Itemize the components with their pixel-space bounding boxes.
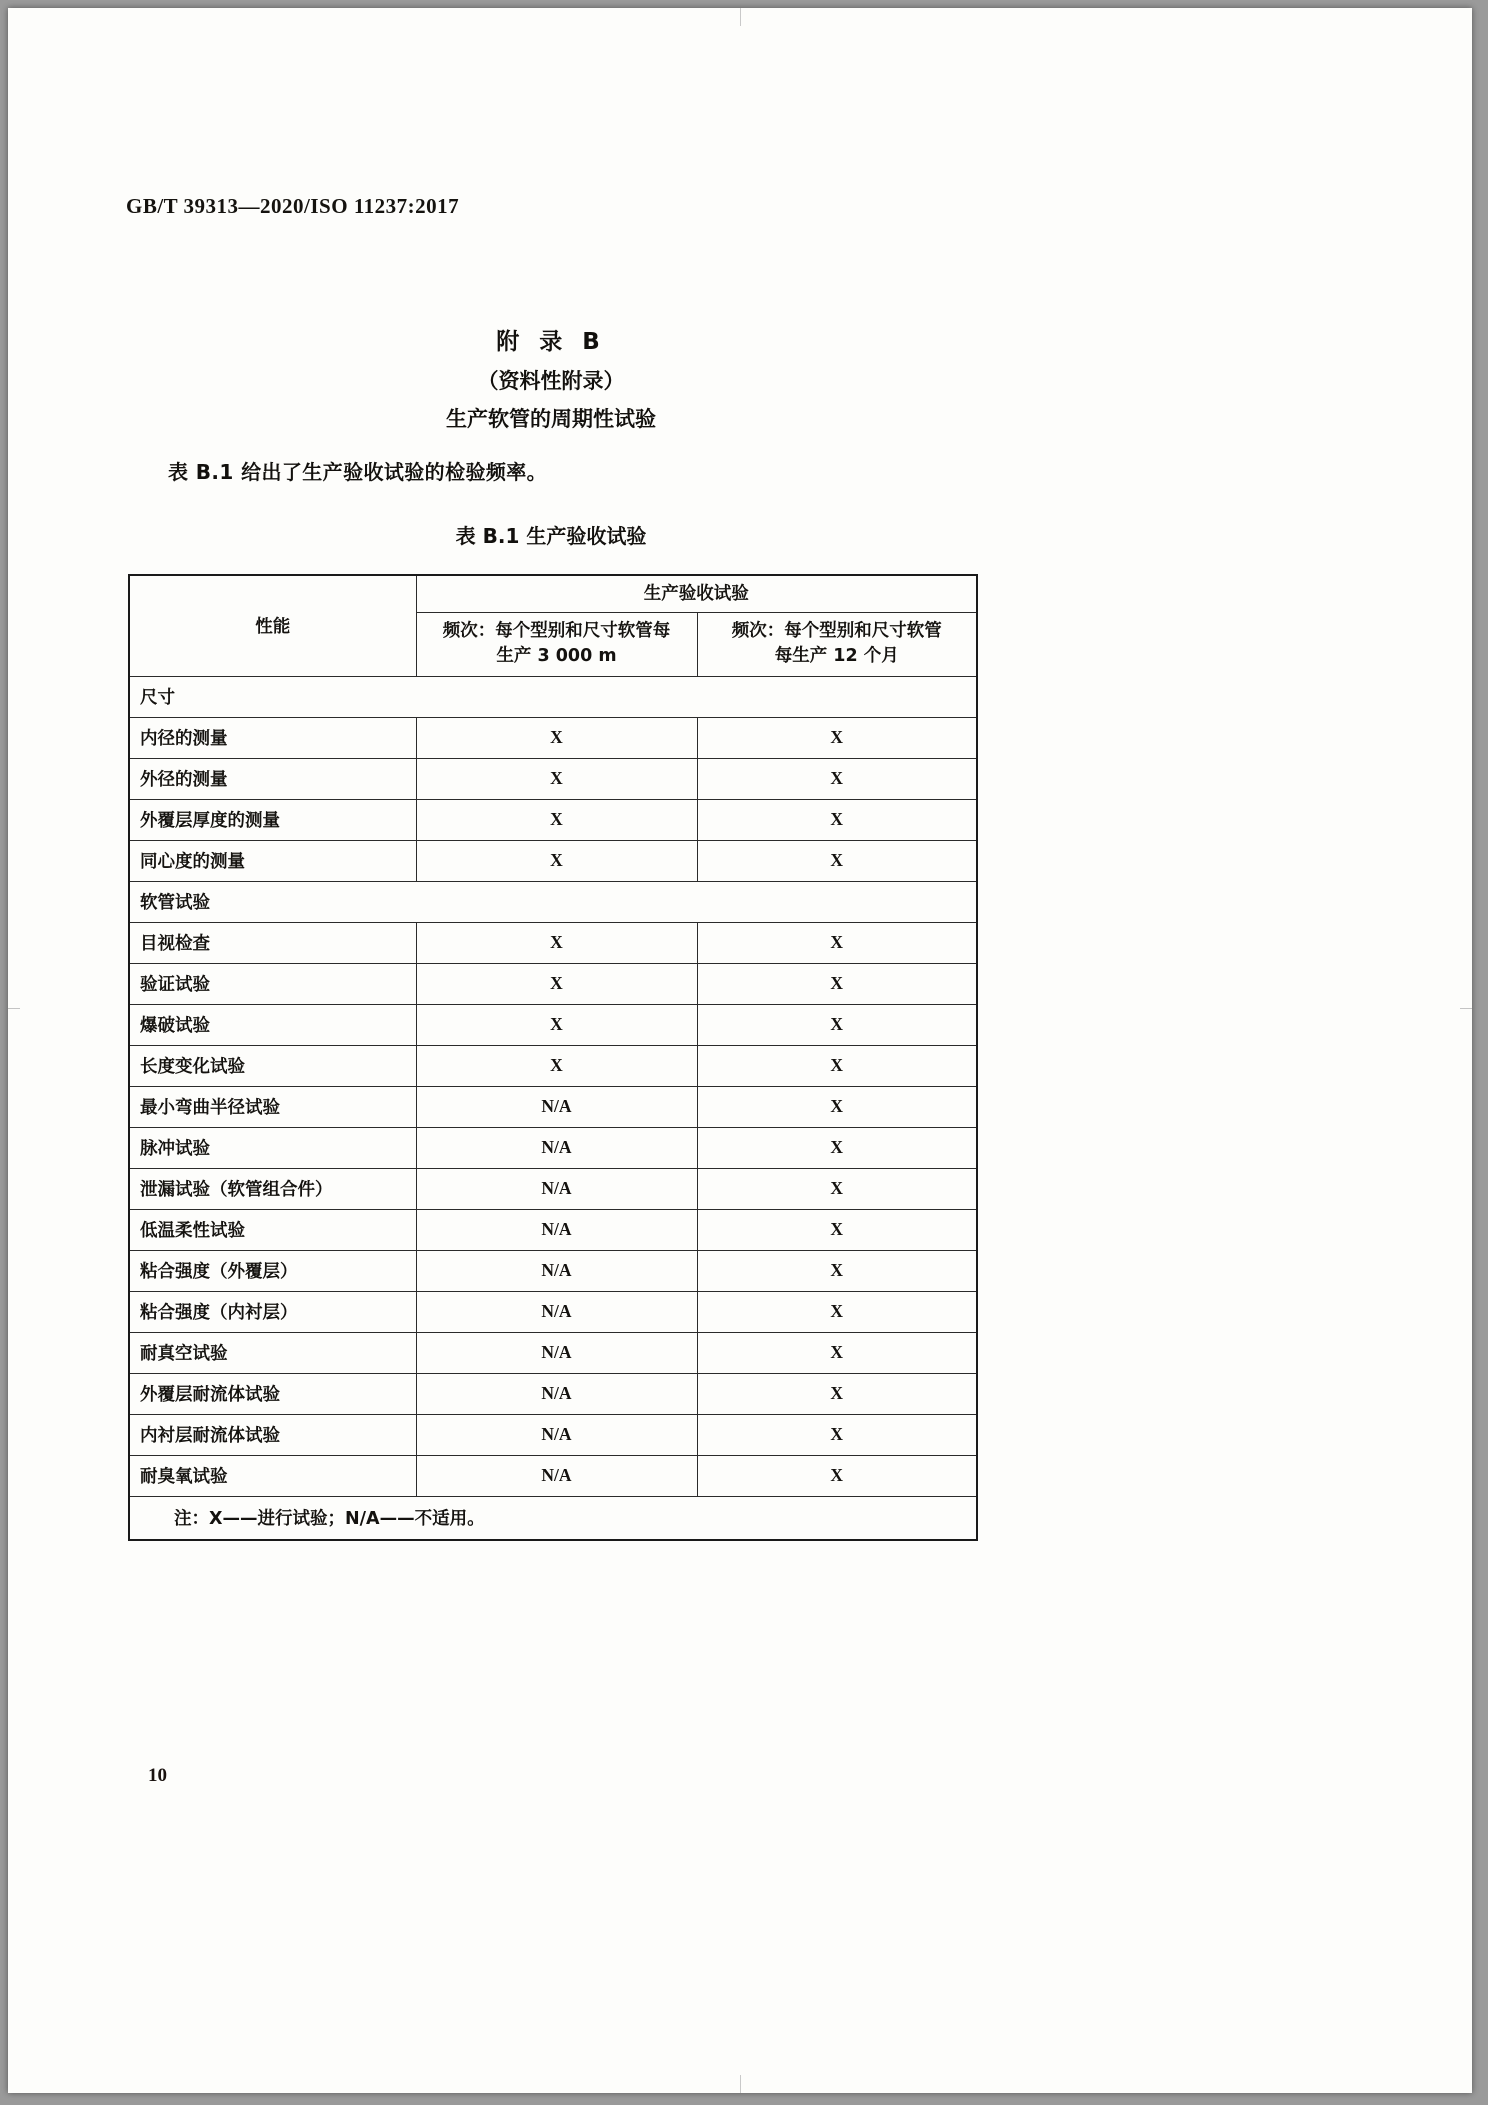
- row-label: 耐真空试验: [129, 1332, 416, 1373]
- row-mark-3000m: N/A: [416, 1250, 697, 1291]
- table-row: [129, 1209, 977, 1250]
- row-label: 脉冲试验: [129, 1127, 416, 1168]
- row-label: 低温柔性试验: [129, 1209, 416, 1250]
- table-note-row: [129, 1496, 977, 1540]
- row-mark-3000m: N/A: [416, 1332, 697, 1373]
- table-row: [129, 1291, 977, 1332]
- table-row: [129, 1127, 977, 1168]
- table-row: [129, 1168, 977, 1209]
- table-header-row-1: [129, 575, 977, 613]
- row-mark-3000m: X: [416, 758, 697, 799]
- row-label: 目视检查: [129, 922, 416, 963]
- table-row: [129, 1332, 977, 1373]
- row-label: 同心度的测量: [129, 840, 416, 881]
- table-section-row: [129, 881, 977, 922]
- intro-paragraph: 表 B.1 给出了生产验收试验的检验频率。: [168, 460, 548, 484]
- row-mark-12months: X: [697, 1086, 977, 1127]
- row-mark-12months: X: [697, 1332, 977, 1373]
- row-mark-12months: X: [697, 1168, 977, 1209]
- row-mark-12months: X: [697, 922, 977, 963]
- table-row: [129, 1373, 977, 1414]
- row-label: 内径的测量: [129, 717, 416, 758]
- row-mark-3000m: X: [416, 963, 697, 1004]
- page-edge-tick-right: [1460, 1008, 1472, 1009]
- row-mark-3000m: N/A: [416, 1455, 697, 1496]
- row-mark-3000m: N/A: [416, 1209, 697, 1250]
- table-row: [129, 1455, 977, 1496]
- row-mark-12months: X: [697, 1004, 977, 1045]
- row-label: 外径的测量: [129, 758, 416, 799]
- header-frequency-12months: [697, 613, 977, 677]
- table-row: [129, 1250, 977, 1291]
- table-row: [129, 922, 977, 963]
- table-caption: 表 B.1 生产验收试验: [455, 524, 647, 548]
- row-mark-12months: X: [697, 1250, 977, 1291]
- header-frequency-12months-line2: 每生产 12 个月: [774, 646, 899, 667]
- row-mark-3000m: N/A: [416, 1168, 697, 1209]
- annex-subtitle: （资料性附录）: [477, 369, 625, 393]
- header-performance: 性能: [129, 575, 416, 676]
- header-frequency-12months-line1: 频次：每个型别和尺寸软管: [731, 621, 942, 641]
- section-label-dimensions: 尺寸: [129, 676, 977, 717]
- document-page: [8, 8, 1472, 2093]
- row-label: 外覆层耐流体试验: [129, 1373, 416, 1414]
- row-mark-3000m: X: [416, 922, 697, 963]
- row-mark-3000m: N/A: [416, 1414, 697, 1455]
- page-content: [126, 8, 1351, 2093]
- table-row: [129, 1004, 977, 1045]
- row-mark-3000m: N/A: [416, 1291, 697, 1332]
- row-mark-12months: X: [697, 1414, 977, 1455]
- row-label: 内衬层耐流体试验: [129, 1414, 416, 1455]
- row-mark-3000m: N/A: [416, 1373, 697, 1414]
- row-mark-12months: X: [697, 1373, 977, 1414]
- row-mark-12months: X: [697, 717, 977, 758]
- table-section-row: [129, 676, 977, 717]
- row-mark-3000m: N/A: [416, 1127, 697, 1168]
- row-label: 长度变化试验: [129, 1045, 416, 1086]
- row-mark-12months: X: [697, 1209, 977, 1250]
- page-edge-tick-left: [8, 1008, 20, 1009]
- row-mark-12months: X: [697, 840, 977, 881]
- row-label: 外覆层厚度的测量: [129, 799, 416, 840]
- document-standard-header: GB/T 39313—2020/ISO 11237:2017: [126, 194, 460, 218]
- row-mark-3000m: X: [416, 799, 697, 840]
- table-row: [129, 1086, 977, 1127]
- row-mark-3000m: N/A: [416, 1086, 697, 1127]
- header-group: 生产验收试验: [416, 575, 977, 613]
- row-label: 爆破试验: [129, 1004, 416, 1045]
- header-frequency-3000m-line1: 频次：每个型别和尺寸软管每: [442, 621, 671, 641]
- table-note: 注：X——进行试验；N/A——不适用。: [129, 1496, 977, 1540]
- table-row: [129, 717, 977, 758]
- row-label: 泄漏试验（软管组合件）: [129, 1168, 416, 1209]
- row-label: 最小弯曲半径试验: [129, 1086, 416, 1127]
- page-number: 10: [148, 1765, 167, 1786]
- row-mark-3000m: X: [416, 1045, 697, 1086]
- row-mark-12months: X: [697, 963, 977, 1004]
- table-row: [129, 758, 977, 799]
- row-label: 耐臭氧试验: [129, 1455, 416, 1496]
- table-row: [129, 1045, 977, 1086]
- row-mark-3000m: X: [416, 1004, 697, 1045]
- row-label: 粘合强度（内衬层）: [129, 1291, 416, 1332]
- row-mark-12months: X: [697, 1455, 977, 1496]
- annex-title: 附 录 B: [496, 329, 606, 355]
- table-row: [129, 1414, 977, 1455]
- table-row: [129, 963, 977, 1004]
- header-frequency-3000m: [416, 613, 697, 677]
- row-mark-12months: X: [697, 758, 977, 799]
- table-row: [129, 840, 977, 881]
- row-label: 粘合强度（外覆层）: [129, 1250, 416, 1291]
- row-mark-12months: X: [697, 799, 977, 840]
- row-mark-12months: X: [697, 1291, 977, 1332]
- row-mark-12months: X: [697, 1127, 977, 1168]
- section-label-hose-tests: 软管试验: [129, 881, 977, 922]
- row-mark-12months: X: [697, 1045, 977, 1086]
- table-row: [129, 799, 977, 840]
- row-mark-3000m: X: [416, 717, 697, 758]
- row-label: 验证试验: [129, 963, 416, 1004]
- production-acceptance-test-table: [128, 574, 978, 1541]
- header-frequency-3000m-line2: 生产 3 000 m: [496, 646, 617, 667]
- row-mark-3000m: X: [416, 840, 697, 881]
- annex-name: 生产软管的周期性试验: [446, 407, 656, 431]
